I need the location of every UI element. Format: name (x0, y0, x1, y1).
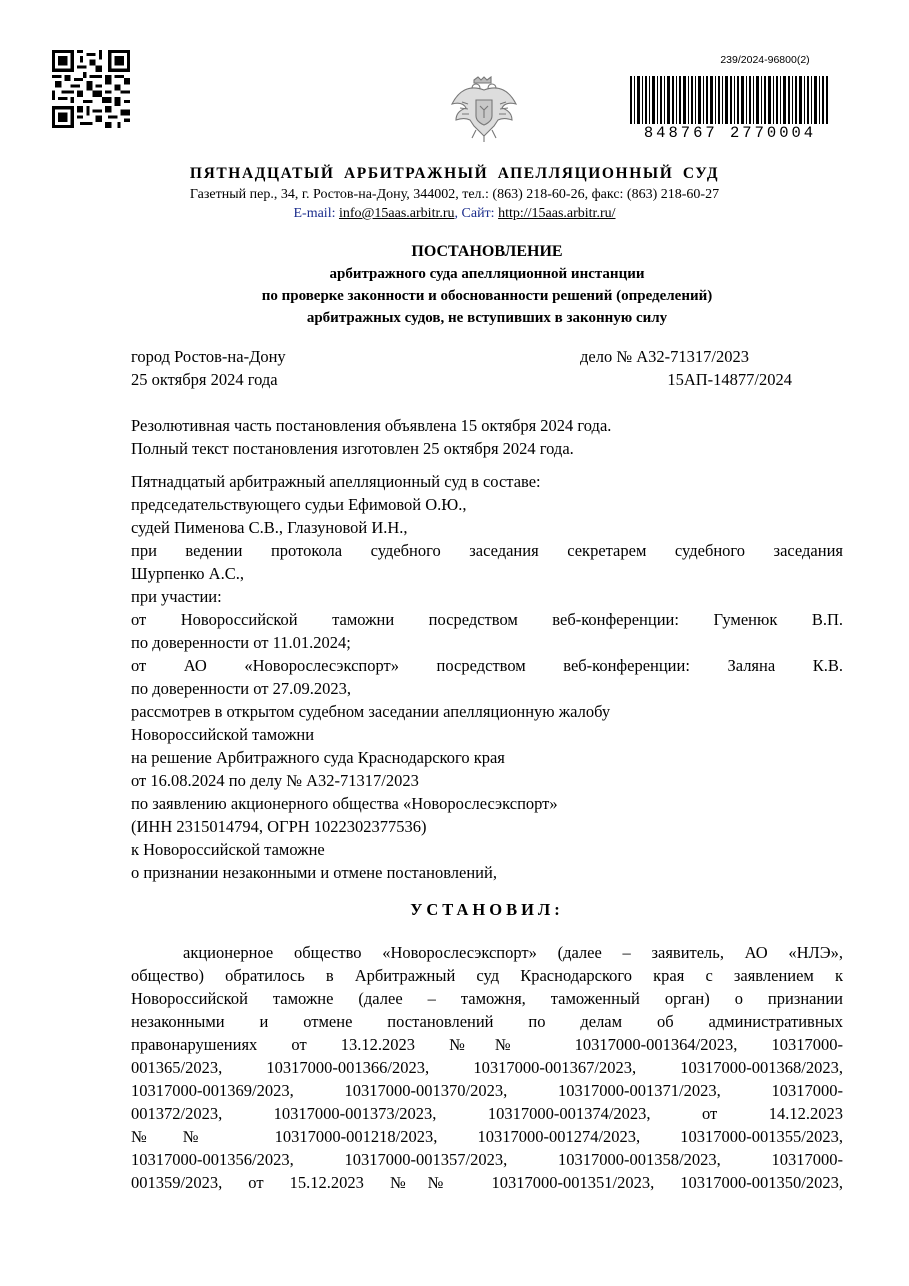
email-link[interactable]: info@15aas.arbitr.ru (338, 206, 455, 221)
site-label: Сайт: (461, 206, 495, 221)
body-line: Пятнадцатый арбитражный апелляционный суд в составе: (131, 472, 541, 491)
body-line: от 16.08.2024 по делу № А32-71317/2023 (131, 771, 419, 790)
body-line: Полный текст постановления изготовлен 25 октября 2024 года. (131, 439, 574, 458)
qr-code-icon (52, 50, 130, 128)
body-line: по доверенности от 11.01.2024; (131, 633, 351, 652)
site-link[interactable]: http://15aas.arbitr.ru/ (498, 206, 616, 221)
document-reference: 239/2024-96800(2) (720, 54, 810, 66)
body-line: по заявлению акционерного общества «Новорослесэкспорт» (131, 794, 558, 813)
body-line: 001365/2023, 10317000-001366/2023, 10317000-001367/2023, 10317000-001368/2023, (131, 1058, 843, 1077)
case-number: дело № А32-71317/2023 (580, 347, 749, 366)
court-contacts: E-mail: info@15aas.arbitr.ru, Сайт: http://15aas.arbitr.ru/ (293, 206, 616, 221)
court-address: Газетный пер., 34, г. Ростов-на-Дону, 344002, тел.: (863) 218-60-26, факс: (863) 218-60-27 (189, 187, 720, 202)
body-line: на решение Арбитражного суда Краснодарского края (131, 748, 505, 767)
body-line: Шурпенко А.С., (131, 564, 244, 583)
body-line: председательствующего судьи Ефимовой О.Ю., (131, 495, 467, 514)
body-line: от АО «Новорослесэкспорт» посредством веб-конференции: Заляна К.В. (131, 656, 843, 675)
barcode-icon (630, 76, 828, 124)
body-line: при ведении протокола судебного заседания секретарем судебного заседания (131, 541, 843, 560)
body-line: (ИНН 2315014794, ОГРН 1022302377536) (131, 817, 427, 836)
body-line: Новороссийской таможни (131, 725, 315, 744)
body-line: правонарушениях от 13.12.2023 №№ 10317000-001364/2023, 10317000- (131, 1035, 843, 1054)
city: город Ростов-на-Дону (131, 347, 286, 366)
body-line: Резолютивная часть постановления объявлена 15 октября 2024 года. (131, 416, 612, 435)
body-line: 001372/2023, 10317000-001373/2023, 10317000-001374/2023, от 14.12.2023 (131, 1104, 843, 1123)
title-line: арбитражного суда апелляционной инстанции (329, 266, 645, 282)
email-label: E-mail: (293, 206, 336, 221)
body-line: к Новороссийской таможне (131, 840, 325, 859)
body-line: незаконными и отмене постановлений по делам об административных (131, 1012, 843, 1031)
body-line: по доверенности от 27.09.2023, (131, 679, 351, 698)
decision-date: 25 октября 2024 года (131, 370, 278, 389)
body-line: о признании незаконными и отмене постановлений, (131, 863, 497, 882)
document-title: ПОСТАНОВЛЕНИЕ (411, 243, 563, 260)
body-line: акционерное общество «Новорослесэкспорт» (далее – заявитель, АО «НЛЭ», (183, 943, 843, 962)
body-line: Новороссийской таможне (далее – таможня, таможенный орган) о признании (131, 989, 843, 1008)
barcode-number: 848767 2770004 (643, 124, 817, 142)
title-line: по проверке законности и обоснованности решений (определений) (261, 288, 713, 304)
title-line: арбитражных судов, не вступивших в законную силу (306, 310, 668, 326)
russian-coat-of-arms-icon (448, 74, 520, 144)
body-line: 001359/2023, от 15.12.2023 №№ 10317000-001351/2023, 10317000-001350/2023, (131, 1173, 843, 1192)
body-line: при участии: (131, 587, 222, 606)
body-line: общество) обратилось в Арбитражный суд Краснодарского края с заявлением к (131, 966, 843, 985)
body-line: рассмотрев в открытом судебном заседании апелляционную жалобу (131, 702, 611, 721)
body-line: судей Пименова С.В., Глазуновой И.Н., (131, 518, 408, 537)
body-line: 10317000-001356/2023, 10317000-001357/2023, 10317000-001358/2023, 10317000- (131, 1150, 843, 1169)
section-heading: УСТАНОВИЛ: (410, 900, 564, 919)
court-name: ПЯТНАДЦАТЫЙ АРБИТРАЖНЫЙ АПЕЛЛЯЦИОННЫЙ СУД (189, 165, 720, 182)
body-line: от Новороссийской таможни посредством веб-конференции: Гуменюк В.П. (131, 610, 843, 629)
body-line: 10317000-001369/2023, 10317000-001370/2023, 10317000-001371/2023, 10317000- (131, 1081, 843, 1100)
appeal-number: 15АП-14877/2024 (667, 370, 792, 389)
body-line: №№ 10317000-001218/2023, 10317000-001274/2023, 10317000-001355/2023, (131, 1127, 843, 1146)
